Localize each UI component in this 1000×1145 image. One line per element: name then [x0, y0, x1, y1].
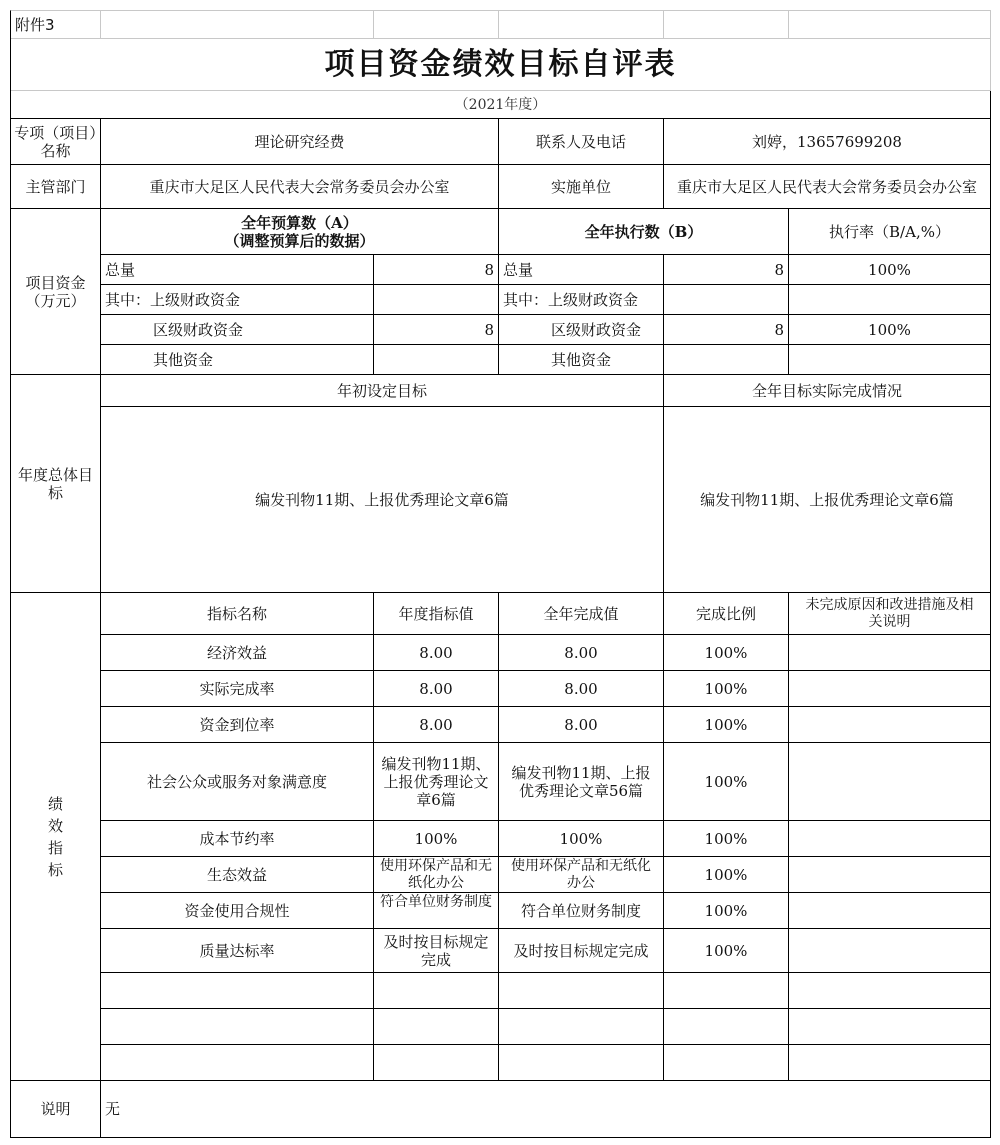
indicator-ratio: 100%: [664, 743, 789, 821]
annex-label: 附件3: [11, 11, 101, 39]
indicator-target: 8.00: [374, 671, 499, 707]
fund-value-a: [374, 345, 499, 375]
indicator-header-target: 年度指标值: [374, 593, 499, 635]
fund-name-b: 其他资金: [499, 345, 664, 375]
remarks-label: 说明: [11, 1081, 101, 1138]
indicator-done: 使用环保产品和无纸化办公: [499, 857, 664, 893]
grid-cell: [664, 11, 789, 39]
contact-label: 联系人及电话: [499, 119, 664, 165]
indicator-done: 8.00: [499, 635, 664, 671]
indicator-done: 编发刊物11期、上报优秀理论文章56篇: [499, 743, 664, 821]
indicator-ratio: [664, 973, 789, 1009]
indicator-target: [374, 1009, 499, 1045]
fund-value-a: 8: [374, 255, 499, 285]
indicator-note: [789, 671, 991, 707]
fund-value-b: 8: [664, 315, 789, 345]
department-label: 主管部门: [11, 165, 101, 209]
self-evaluation-table: [10, 10, 991, 1138]
indicator-target: 符合单位财务制度: [374, 893, 499, 929]
page-title: 项目资金绩效目标自评表: [11, 39, 991, 91]
fund-name-a: 其他资金: [101, 345, 374, 375]
indicator-done: 符合单位财务制度: [499, 893, 664, 929]
fund-rate: [789, 285, 991, 315]
indicator-done: [499, 1009, 664, 1045]
indicator-header-ratio: 完成比例: [664, 593, 789, 635]
fund-rate: [789, 345, 991, 375]
year-label: （2021年度）: [11, 91, 991, 119]
indicator-name: 实际完成率: [101, 671, 374, 707]
fund-value-b: [664, 345, 789, 375]
indicator-note: [789, 743, 991, 821]
remarks-value: 无: [101, 1081, 991, 1138]
indicator-note: [789, 973, 991, 1009]
fund-value-a: 8: [374, 315, 499, 345]
indicator-name: [101, 973, 374, 1009]
budget-header-main: 全年预算数（A）: [241, 213, 358, 232]
indicator-target: 使用环保产品和无纸化办公: [374, 857, 499, 893]
indicator-name: 社会公众或服务对象满意度: [101, 743, 374, 821]
indicator-ratio: 100%: [664, 893, 789, 929]
indicator-target: [374, 973, 499, 1009]
indicator-ratio: 100%: [664, 821, 789, 857]
budget-header: [101, 209, 499, 255]
indicator-done: [499, 973, 664, 1009]
grid-cell: [374, 11, 499, 39]
fund-value-a: [374, 285, 499, 315]
indicator-ratio: 100%: [664, 857, 789, 893]
indicator-ratio: 100%: [664, 671, 789, 707]
indicator-ratio: [664, 1009, 789, 1045]
indicator-done: 8.00: [499, 707, 664, 743]
indicator-header-note: 未完成原因和改进措施及相关说明: [789, 593, 991, 635]
actual-goal-value: 编发刊物11期、上报优秀理论文章6篇: [664, 407, 991, 593]
fund-rate: 100%: [789, 315, 991, 345]
initial-goal-header: 年初设定目标: [101, 375, 664, 407]
indicator-target: 8.00: [374, 707, 499, 743]
goals-label: 年度总体目标: [11, 375, 101, 593]
indicator-ratio: [664, 1045, 789, 1081]
fund-name-a: 其中：上级财政资金: [101, 285, 374, 315]
funds-label: 项目资金（万元）: [11, 209, 101, 375]
project-name-label: 专项（项目）名称: [11, 119, 101, 165]
indicator-note: [789, 1045, 991, 1081]
grid-cell: [101, 11, 374, 39]
indicator-name: 经济效益: [101, 635, 374, 671]
indicator-name: [101, 1045, 374, 1081]
indicator-name: 生态效益: [101, 857, 374, 893]
fund-name-b: 其中：上级财政资金: [499, 285, 664, 315]
fund-name-a: 区级财政资金: [101, 315, 374, 345]
indicator-name: [101, 1009, 374, 1045]
indicator-note: [789, 893, 991, 929]
fund-rate: 100%: [789, 255, 991, 285]
indicator-ratio: 100%: [664, 707, 789, 743]
execution-rate-header: 执行率（B/A,%）: [789, 209, 991, 255]
indicator-note: [789, 929, 991, 973]
indicator-header-name: 指标名称: [101, 593, 374, 635]
indicator-ratio: 100%: [664, 929, 789, 973]
project-name-value: 理论研究经费: [101, 119, 499, 165]
grid-cell: [499, 11, 664, 39]
indicator-header-done: 全年完成值: [499, 593, 664, 635]
fund-value-b: 8: [664, 255, 789, 285]
indicator-done: 100%: [499, 821, 664, 857]
indicator-done: 及时按目标规定完成: [499, 929, 664, 973]
indicator-done: 8.00: [499, 671, 664, 707]
implementing-unit-value: 重庆市大足区人民代表大会常务委员会办公室: [664, 165, 991, 209]
indicator-note: [789, 821, 991, 857]
indicator-note: [789, 635, 991, 671]
department-value: 重庆市大足区人民代表大会常务委员会办公室: [101, 165, 499, 209]
indicator-target: 8.00: [374, 635, 499, 671]
indicator-note: [789, 1009, 991, 1045]
fund-name-b: 区级财政资金: [499, 315, 664, 345]
indicator-note: [789, 707, 991, 743]
indicator-target: 100%: [374, 821, 499, 857]
contact-value: 刘婷，13657699208: [664, 119, 991, 165]
budget-header-sub: （调整预算后的数据）: [224, 231, 375, 250]
actual-goal-header: 全年目标实际完成情况: [664, 375, 991, 407]
indicator-note: [789, 857, 991, 893]
fund-value-b: [664, 285, 789, 315]
indicator-name: 资金到位率: [101, 707, 374, 743]
indicator-done: [499, 1045, 664, 1081]
indicator-name: 成本节约率: [101, 821, 374, 857]
implementing-unit-label: 实施单位: [499, 165, 664, 209]
indicator-target: 及时按目标规定完成: [374, 929, 499, 973]
indicator-ratio: 100%: [664, 635, 789, 671]
indicator-name: 资金使用合规性: [101, 893, 374, 929]
indicators-label: 绩效指标: [11, 593, 101, 1081]
indicator-target: [374, 1045, 499, 1081]
grid-cell: [789, 11, 991, 39]
indicator-target: 编发刊物11期、上报优秀理论文章6篇: [374, 743, 499, 821]
initial-goal-value: 编发刊物11期、上报优秀理论文章6篇: [101, 407, 664, 593]
fund-name-b: 总量: [499, 255, 664, 285]
fund-name-a: 总量: [101, 255, 374, 285]
indicator-name: 质量达标率: [101, 929, 374, 973]
execution-header: 全年执行数（B）: [499, 209, 789, 255]
